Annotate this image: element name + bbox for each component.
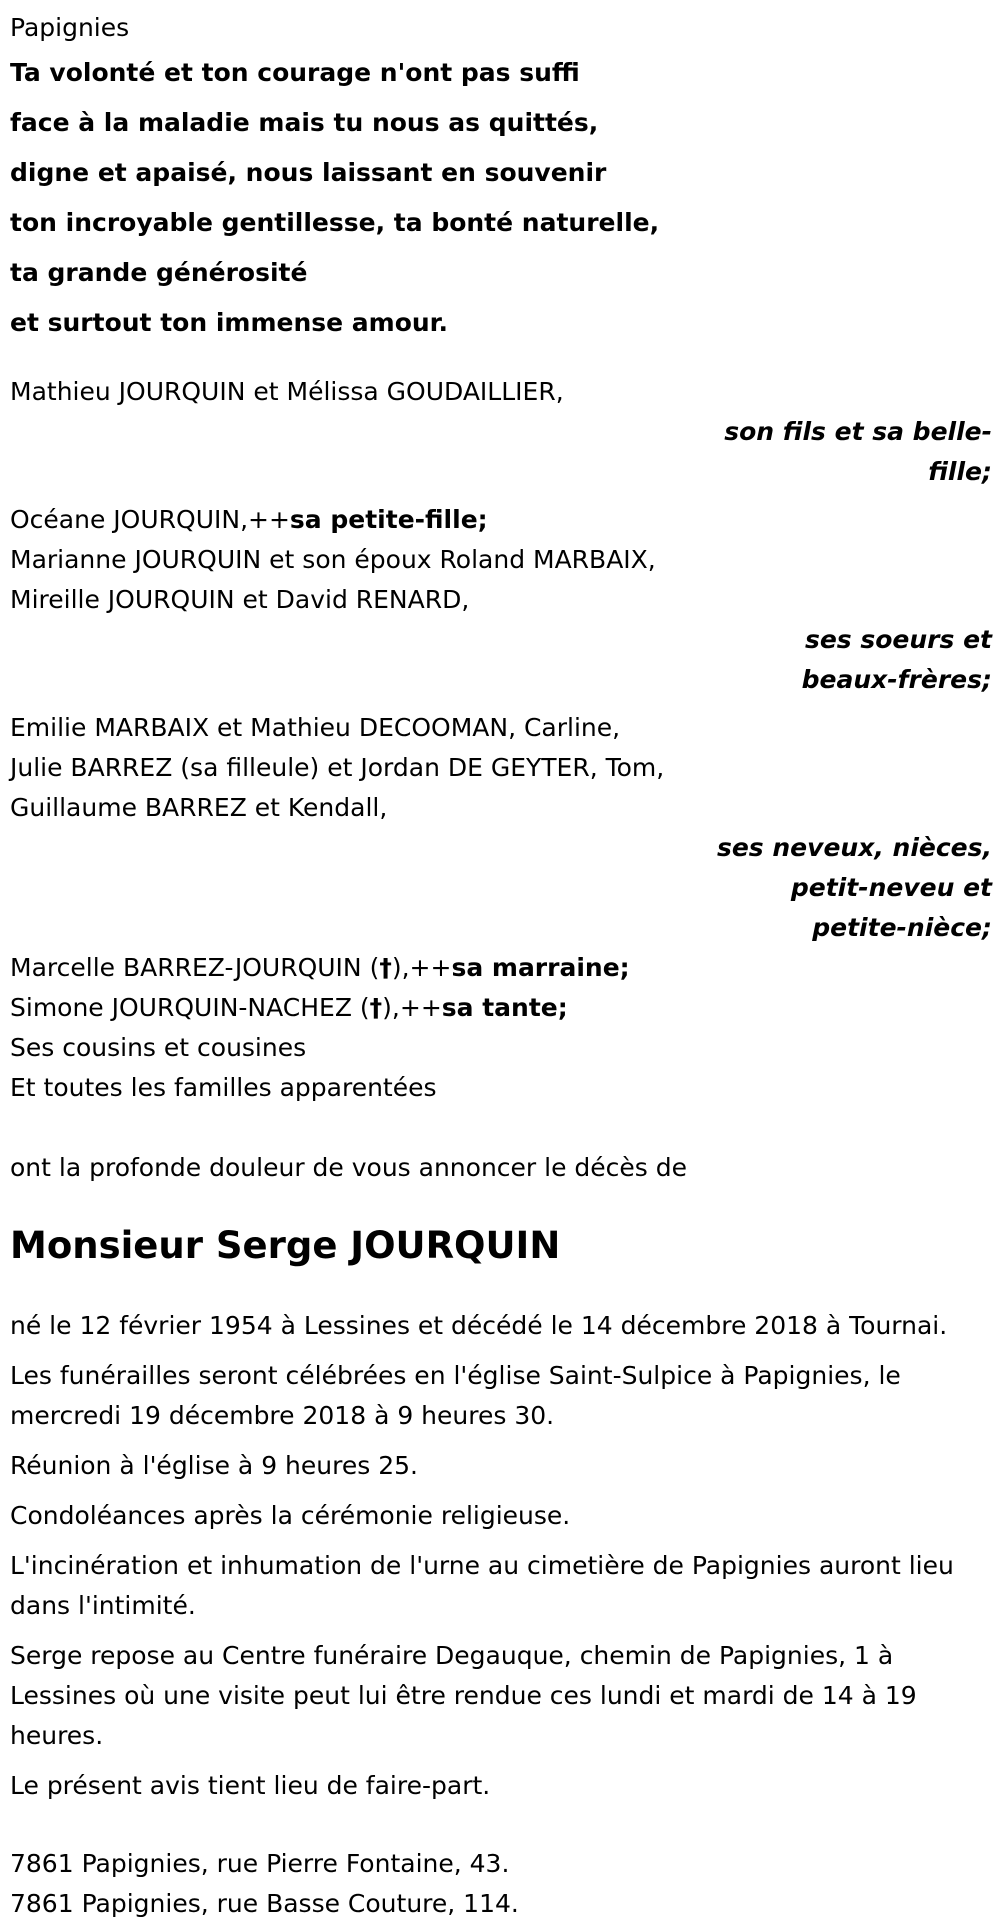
family-nephew-line: Emilie MARBAIX et Mathieu DECOOMAN, Carline,: [10, 713, 621, 742]
relation-line: fille;: [928, 457, 992, 486]
godmother-suffix: ),++: [391, 953, 452, 982]
detail-paragraph: Le présent avis tient lieu de faire-part.: [10, 1771, 491, 1800]
place-header: Papignies: [10, 13, 130, 42]
cross-icon: †: [369, 993, 383, 1022]
family-son-relation: [10, 412, 995, 492]
spacer: [10, 1816, 995, 1844]
details: [10, 1306, 995, 1806]
spacer: [10, 492, 995, 500]
poem-line: ta grande générosité: [10, 258, 308, 287]
detail-paragraph: né le 12 février 1954 à Lessines et décédé le 14 décembre 2018 à Tournai.: [10, 1311, 948, 1340]
addresses: [10, 1844, 995, 1924]
relation-line: beaux-frères;: [801, 665, 992, 694]
aunt-suffix: ),++: [382, 993, 442, 1022]
poem: [10, 48, 995, 348]
family-nephews-relation: [10, 828, 995, 948]
detail-paragraph: Serge repose au Centre funéraire Degauque, chemin de Papignies, 1 à Lessines où une visite peut lui être rendue ces lundi et mardi de 14 à 19 heures.: [10, 1641, 917, 1750]
family-list: [10, 372, 995, 1108]
family-godmother: [10, 948, 995, 988]
relation-line: ses soeurs et: [804, 625, 992, 654]
deceased-name: Monsieur Serge JOURQUIN: [10, 1224, 561, 1267]
family-sisters-relation: [10, 620, 995, 700]
detail-paragraph: Les funérailles seront célébrées en l'église Saint-Sulpice à Papignies, le mercredi 19 décembre 2018 à 9 heures 30.: [10, 1361, 901, 1430]
poem-line: ton incroyable gentillesse, ta bonté naturelle,: [10, 208, 660, 237]
godmother-names: Marcelle BARREZ-JOURQUIN (: [10, 953, 380, 982]
spacer: [10, 700, 995, 708]
detail-paragraph: Condoléances après la cérémonie religieuse.: [10, 1501, 571, 1530]
family-son-names: Mathieu JOURQUIN et Mélissa GOUDAILLIER,: [10, 377, 564, 406]
godmother-relation: sa marraine;: [451, 953, 630, 982]
relation-line: petite-nièce;: [812, 913, 992, 942]
family-aunt: [10, 988, 995, 1028]
poem-line: Ta volonté et ton courage n'ont pas suffi: [10, 58, 580, 87]
aunt-relation: sa tante;: [441, 993, 568, 1022]
aunt-names: Simone JOURQUIN-NACHEZ (: [10, 993, 370, 1022]
cross-icon: †: [379, 953, 392, 982]
poem-line: et surtout ton immense amour.: [10, 308, 448, 337]
family-relatives: Et toutes les familles apparentées: [10, 1073, 437, 1102]
poem-line: face à la maladie mais tu nous as quittés,: [10, 108, 599, 137]
address-line: 7861 Papignies, rue Pierre Fontaine, 43.: [10, 1849, 510, 1878]
granddaughter-relation: sa petite-fille;: [289, 505, 488, 534]
spacer: [10, 1108, 995, 1148]
detail-paragraph: L'incinération et inhumation de l'urne au cimetière de Papignies auront lieu dans l'intimité.: [10, 1551, 954, 1620]
family-nephew-line: Guillaume BARREZ et Kendall,: [10, 793, 388, 822]
family-sister-line: Mireille JOURQUIN et David RENARD,: [10, 585, 470, 614]
family-sister-line: Marianne JOURQUIN et son époux Roland MARBAIX,: [10, 545, 656, 574]
relation-line: son fils et sa belle-: [724, 417, 992, 446]
family-nephew-line: Julie BARREZ (sa filleule) et Jordan DE GEYTER, Tom,: [10, 753, 665, 782]
relation-line: ses neveux, nièces,: [716, 833, 992, 862]
announcement-text: ont la profonde douleur de vous annoncer le décès de: [10, 1153, 688, 1182]
family-granddaughter: [10, 500, 995, 540]
address-line: 7861 Papignies, rue Basse Couture, 114.: [10, 1889, 519, 1918]
obituary-notice: [10, 8, 995, 1924]
granddaughter-names: Océane JOURQUIN,++: [10, 505, 290, 534]
detail-paragraph: Réunion à l'église à 9 heures 25.: [10, 1451, 418, 1480]
poem-line: digne et apaisé, nous laissant en souvenir: [10, 158, 607, 187]
relation-line: petit-neveu et: [790, 873, 992, 902]
family-cousins: Ses cousins et cousines: [10, 1033, 307, 1062]
